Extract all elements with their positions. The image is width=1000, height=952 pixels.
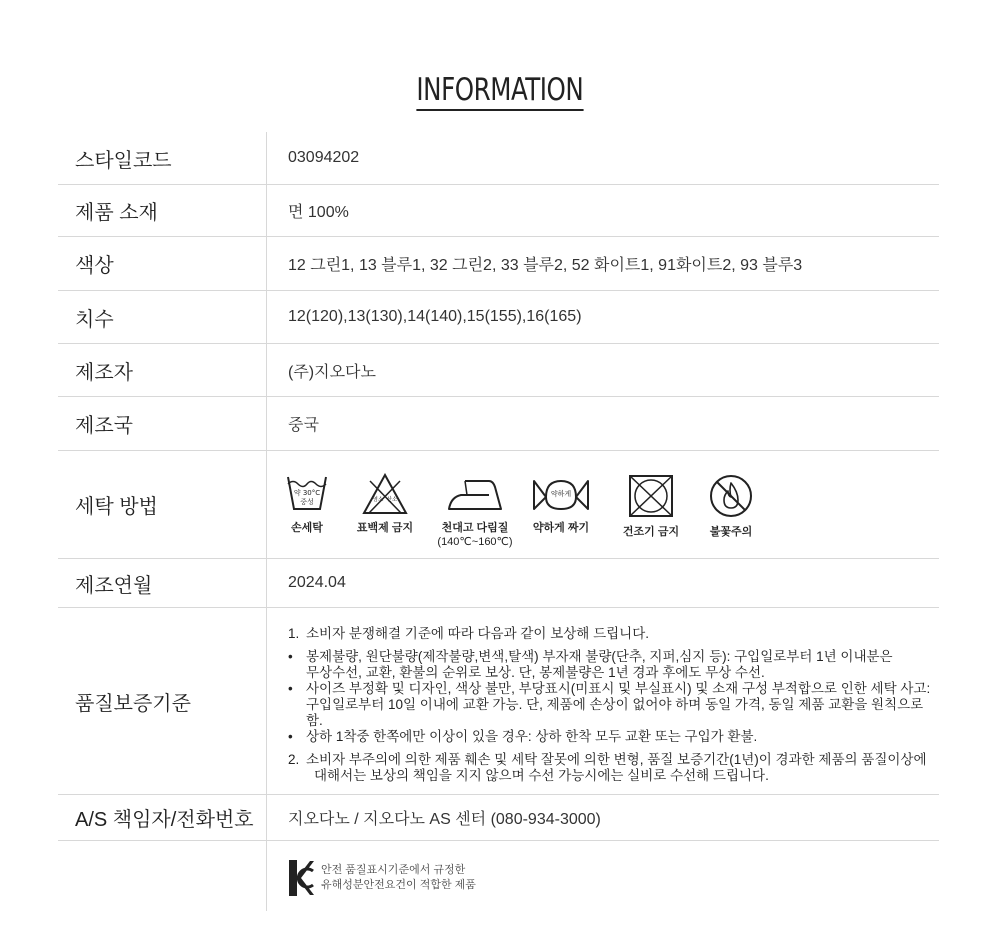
care-caption: 건조기 금지	[622, 526, 680, 538]
column-divider	[266, 185, 267, 236]
column-divider	[266, 237, 267, 290]
row-value: 면 100%	[288, 204, 349, 221]
column-divider	[266, 795, 267, 840]
item-marker: 2.	[288, 752, 300, 767]
column-divider	[266, 841, 267, 911]
row-label: 치수	[75, 308, 114, 331]
kc-text-line: 안전 품질표시기준에서 규정한	[321, 864, 466, 876]
page-title-wrap	[0, 72, 1000, 111]
row-value: 중국	[288, 417, 319, 434]
bullet-text: 무상수선, 교환, 환불의 순위로 보상. 단, 봉제불량은 1년 경과 후에도 무상 수선.	[306, 665, 765, 680]
row-label: A/S 책임자/전화번호	[75, 809, 254, 831]
page-title: INFORMATION	[417, 72, 584, 111]
row-value: 03094202	[288, 149, 360, 166]
quality-item-1	[288, 626, 931, 642]
care-caption: 불꽃주의	[709, 526, 753, 538]
kc-mark-icon	[288, 859, 314, 897]
row-manufacturer	[58, 344, 939, 397]
quality-bullet-2	[288, 681, 931, 729]
row-value: 12(120),13(130),14(140),15(155),16(165)	[288, 308, 582, 325]
quality-item-2	[288, 752, 931, 784]
row-material	[58, 185, 939, 237]
care-item-hand-wash	[286, 473, 328, 549]
icon-text: 약하게	[550, 490, 572, 498]
care-item-no-bleach	[355, 473, 415, 549]
care-item-keep-away-fire	[702, 473, 760, 549]
gentle-wring-icon	[530, 473, 592, 515]
row-country	[58, 397, 939, 451]
bullet-text: 사이즈 부정확 및 디자인, 색상 불만, 부당표시(미표시 및 부실표시) 및 소재 구성 부적합으로 인한 세탁 사고:	[306, 681, 931, 696]
row-value: (주)지오다노	[288, 363, 376, 381]
item-text: 소비자 부주의에 의한 제품 훼손 및 세탁 잘못에 의한 변형, 품질 보증기간(1년)이 경과한 제품의 품질이상에	[306, 752, 927, 767]
icon-text: 약 30°C	[293, 489, 321, 497]
kc-text-line: 유해성분안전요건이 적합한 제품	[321, 879, 476, 891]
column-divider	[266, 291, 267, 343]
item-marker: 1.	[288, 626, 300, 641]
quality-bullet-3	[288, 729, 931, 745]
quality-guarantee-text	[288, 626, 931, 784]
no-bleach-icon	[361, 473, 409, 515]
keep-away-fire-icon	[708, 473, 754, 519]
row-value: 지오다노 / 지오다노 AS 센터 (080-934-3000)	[288, 811, 601, 828]
kc-text	[321, 863, 476, 893]
quality-bullet-1	[288, 649, 931, 681]
row-quality	[58, 608, 939, 795]
bullet-marker: •	[288, 681, 293, 696]
care-caption-sub: (140℃~160℃)	[437, 536, 513, 548]
row-label: 제조국	[75, 415, 133, 437]
care-item-gentle-wring	[530, 473, 592, 549]
care-caption: 표백제 금지	[356, 522, 414, 534]
row-as-contact	[58, 795, 939, 841]
row-label: 제조연월	[75, 574, 153, 597]
row-value: 12 그린1, 13 블루1, 32 그린2, 33 블루2, 52 화이트1, 91화이트2, 93 블루3	[288, 257, 803, 274]
row-kc	[58, 841, 939, 911]
row-value: 2024.04	[288, 574, 346, 591]
column-divider	[266, 559, 267, 607]
bullet-text: 상하 1착중 한쪽에만 이상이 있을 경우: 상하 한착 모두 교환 또는 구입가 환불.	[306, 729, 758, 744]
no-tumble-dry-icon	[627, 473, 675, 519]
icon-text: 중성	[300, 498, 314, 506]
row-label: 세탁 방법	[75, 496, 158, 518]
row-manufacture-date	[58, 559, 939, 608]
item-text: 소비자 분쟁해결 기준에 따라 다음과 같이 보상해 드립니다.	[306, 626, 649, 641]
bullet-text: 구입일로부터 10일 이내에 교환 가능. 단, 제품에 손상이 없어야 하며 동일 가격, 동일 제품 교환을 원칙으로 함.	[306, 697, 924, 728]
row-size	[58, 291, 939, 344]
row-care	[58, 451, 939, 559]
bullet-marker: •	[288, 649, 293, 664]
info-table	[58, 132, 939, 911]
bullet-text: 봉제불량, 원단불량(제작불량,변색,탈색) 부자재 불량(단추, 지퍼,심지 등): 구입일로부터 1년 이내분은	[306, 649, 893, 664]
row-color	[58, 237, 939, 291]
row-label: 색상	[75, 255, 114, 277]
care-caption: 약하게 짜기	[532, 522, 590, 534]
care-caption: 천대고 다림질	[441, 522, 509, 534]
row-style-code	[58, 132, 939, 185]
care-item-no-tumble-dry	[622, 473, 680, 549]
row-label: 품질보증기준	[75, 692, 191, 715]
column-divider	[266, 397, 267, 450]
kc-certification	[288, 859, 476, 897]
row-label: 스타일코드	[75, 149, 172, 172]
icon-text: 산소	[386, 497, 398, 503]
column-divider	[266, 451, 267, 558]
icon-text: 염소	[372, 497, 384, 503]
item-text: 대해서는 보상의 책임을 지지 않으며 수선 가능시에는 실비로 수선해 드립니다.	[314, 768, 769, 783]
column-divider	[266, 344, 267, 396]
column-divider	[266, 608, 267, 794]
row-label: 제품 소재	[75, 202, 158, 224]
hand-wash-icon	[285, 473, 329, 515]
iron-icon	[445, 473, 505, 515]
bullet-marker: •	[288, 729, 293, 744]
care-icons	[286, 473, 760, 549]
care-caption: 손세탁	[291, 522, 323, 534]
row-label: 제조자	[75, 361, 133, 384]
column-divider	[266, 132, 267, 184]
care-item-iron	[435, 473, 515, 549]
